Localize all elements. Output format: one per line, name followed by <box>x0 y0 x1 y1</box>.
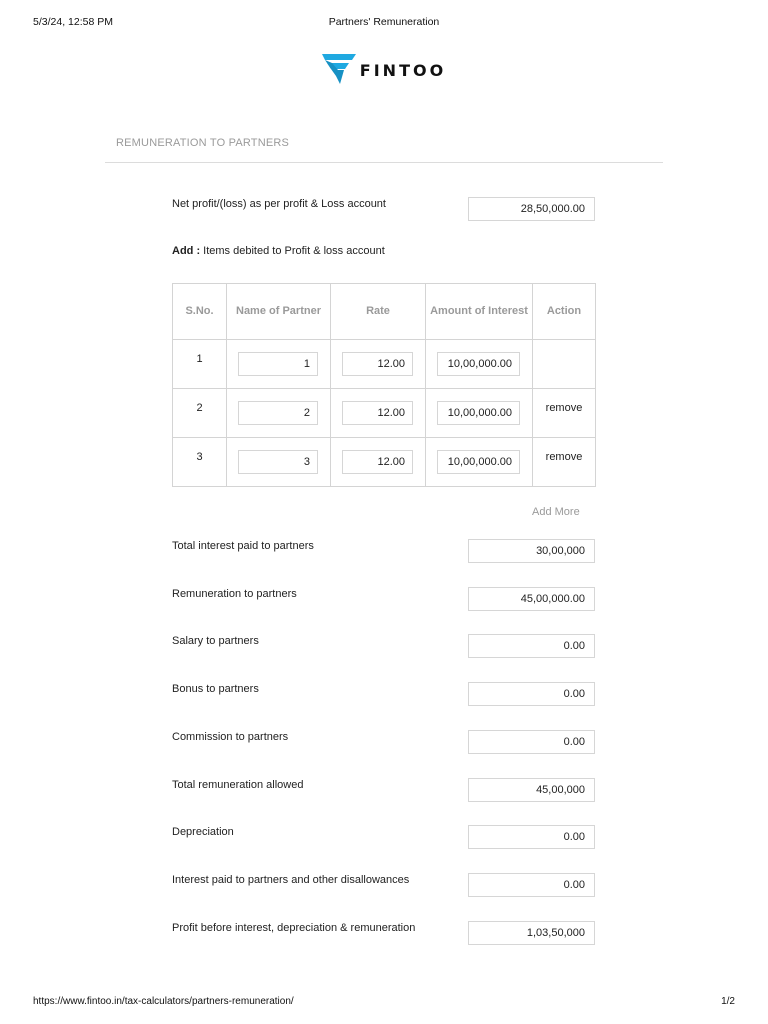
interest-amount-input[interactable]: 10,00,000.00 <box>437 450 520 474</box>
print-url: https://www.fintoo.in/tax-calculators/partners-remuneration/ <box>33 996 294 1007</box>
header-amount-of-interest: Amount of Interest <box>426 284 533 340</box>
total-remuneration-label: Total remuneration allowed <box>172 779 304 791</box>
add-text: Items debited to Profit & loss account <box>200 245 385 257</box>
section-divider <box>105 162 663 163</box>
profit-before-input[interactable]: 1,03,50,000 <box>468 921 595 945</box>
print-header <box>33 16 735 30</box>
summary-row-remuneration <box>172 587 595 613</box>
net-profit-label: Net profit/(loss) as per profit & Loss account <box>172 198 386 210</box>
bonus-label: Bonus to partners <box>172 683 259 695</box>
depreciation-label: Depreciation <box>172 826 234 838</box>
summary-row-profit-before <box>172 921 595 947</box>
profit-before-label: Profit before interest, depreciation & remuneration <box>172 922 416 934</box>
summary-row-total-interest <box>172 539 595 565</box>
commission-label: Commission to partners <box>172 731 289 743</box>
summary-row-total-remuneration <box>172 778 595 804</box>
interest-amount-input[interactable]: 10,00,000.00 <box>437 352 520 376</box>
disallowances-input[interactable]: 0.00 <box>468 873 595 897</box>
total-remuneration-input[interactable]: 45,00,000 <box>468 778 595 802</box>
summary-row-salary <box>172 634 595 660</box>
table-row <box>173 438 596 487</box>
print-page-number: 1/2 <box>721 996 735 1007</box>
header-sno: S.No. <box>173 284 227 340</box>
interest-amount-input[interactable]: 10,00,000.00 <box>437 401 520 425</box>
depreciation-input[interactable]: 0.00 <box>468 825 595 849</box>
partner-name-input[interactable]: 3 <box>238 450 318 474</box>
net-profit-input[interactable]: 28,50,000.00 <box>468 197 595 221</box>
rate-input[interactable]: 12.00 <box>342 352 413 376</box>
net-profit-row <box>172 197 595 223</box>
summary-row-commission <box>172 730 595 756</box>
remove-button[interactable]: remove <box>545 451 583 463</box>
partner-name-input[interactable]: 2 <box>238 401 318 425</box>
summary-row-bonus <box>172 682 595 708</box>
remuneration-input[interactable]: 45,00,000.00 <box>468 587 595 611</box>
remuneration-label: Remuneration to partners <box>172 588 297 600</box>
total-interest-input[interactable]: 30,00,000 <box>468 539 595 563</box>
total-interest-label: Total interest paid to partners <box>172 540 314 552</box>
header-action: Action <box>533 284 596 340</box>
remove-button[interactable]: remove <box>545 402 583 414</box>
rate-input[interactable]: 12.00 <box>342 401 413 425</box>
add-more-button[interactable]: Add More <box>532 506 580 518</box>
fintoo-logo-icon <box>322 54 356 84</box>
partner-name-input[interactable]: 1 <box>238 352 318 376</box>
print-date: 5/3/24, 12:58 PM <box>33 16 113 28</box>
bonus-input[interactable]: 0.00 <box>468 682 595 706</box>
table-row <box>173 340 596 389</box>
print-title: Partners' Remuneration <box>328 16 440 28</box>
logo-wordmark: FINTOO <box>359 60 447 80</box>
partners-interest-table <box>172 283 596 487</box>
header-rate: Rate <box>331 284 426 340</box>
disallowances-label: Interest paid to partners and other disallowances <box>172 874 410 886</box>
row-sno: 1 <box>196 353 203 365</box>
add-items-heading <box>172 245 385 257</box>
summary-row-depreciation <box>172 825 595 851</box>
row-sno: 2 <box>196 402 203 414</box>
summary-row-disallowances <box>172 873 595 899</box>
add-prefix: Add : <box>172 245 201 257</box>
fintoo-logo[interactable] <box>0 54 768 84</box>
header-partner-name: Name of Partner <box>227 284 331 340</box>
table-header-row <box>173 284 596 340</box>
rate-input[interactable]: 12.00 <box>342 450 413 474</box>
commission-input[interactable]: 0.00 <box>468 730 595 754</box>
row-sno: 3 <box>196 451 203 463</box>
salary-input[interactable]: 0.00 <box>468 634 595 658</box>
section-title: REMUNERATION TO PARTNERS <box>116 137 290 149</box>
table-row <box>173 389 596 438</box>
salary-label: Salary to partners <box>172 635 259 647</box>
